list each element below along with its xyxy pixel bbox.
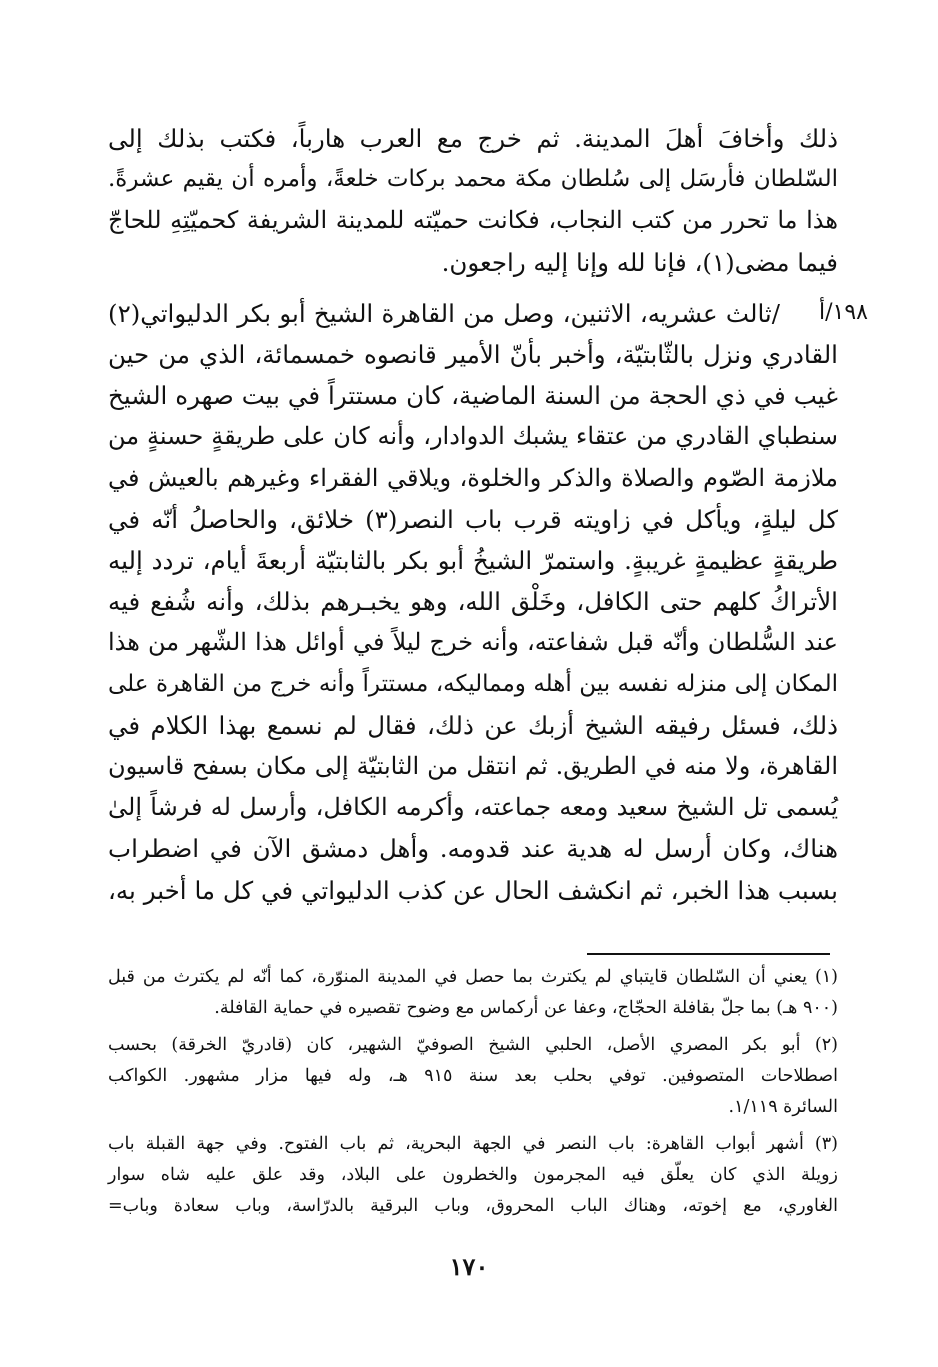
page-number: ١٧٠ (449, 1252, 489, 1281)
paragraph-1 (108, 118, 838, 283)
text-line: هناك، وكان أرسل له هدية عند قدومه. وأهل دمشق الآن في اضطراب (108, 834, 838, 864)
text-line: الأتراكُ كلهم حتى الكافل، وخَلْق الله، وهو يخبـرهم بذلك، وأنه شُفع فيه (108, 587, 838, 617)
text-line: /ثالث عشريه، الاثنين، وصل من القاهرة الشيخ أبو بكر الدليواتي(٢) (108, 298, 780, 328)
text-line: غيب في ذي الحجة من السنة الماضية، كان مستتراً في بيت صهره الشيخ (108, 381, 838, 411)
text-line: القادري ونزل بالثّابتيّة، وأخبر بأنّ الأمير قانصوه خمسمائة، الذي من حين (108, 340, 838, 370)
footnote-separator (587, 953, 830, 955)
footnotes-section (108, 962, 838, 1228)
text-line: عند السُّلطان وأنّه قبل شفاعته، وأنه خرج ليلاً في أوائل هذا الشّهر من هذا (108, 628, 838, 657)
main-text-body (108, 118, 838, 911)
footnote-line: السائرة ١/١١٩. (728, 1097, 838, 1117)
paragraph-2 (108, 293, 838, 911)
footnote-line: زويلة الذي كان يعلّق فيه المجرمون والخطرون على البلاد، وقد علق عليه شاه سوار (108, 1165, 838, 1185)
footnote-line: الغاوري، مع إخوته، وهناك الباب المحروق، وباب البرقية بالدرّاسة، وباب سعادة وباب= (108, 1196, 838, 1216)
footnote-line: (٣) أشهر أبواب القاهرة: باب النصر في الجهة البحرية، ثم باب الفتوح. وفي جهة القبلة باب (108, 1134, 838, 1154)
text-line: هذا ما تحرر من كتب النجاب، فكانت حميّته للمدينة الشريفة كحميّتِهِ للحاجّ (108, 206, 838, 235)
footnote-line: (٩٠٠ هـ) بما جلّ بقافلة الحجّاج، وعفا عن أركماس مع وضوح تقصيره في حماية القافلة. (214, 998, 838, 1018)
text-line: المكان إلى منزله نفسه بين أهله ومماليكه، مستتراً وأنه خرج من القاهرة على (108, 670, 838, 697)
text-line: السّلطان فأرسَل إلى سُلطان مكة محمد بركات خلعةً، وأمره أن يقيم عشرةً. (108, 166, 838, 193)
footnote-3 (108, 1129, 838, 1222)
footnote-line: (١) يعني أن السّلطان قايتباي لم يكترث بما حصل في المدينة المنوّرة، كما أنّه لم يكترث من قبل (108, 967, 838, 987)
footnote-line: (٢) أبو بكر المصري الأصل، الحلبي الشيخ الصوفيّ الشهير، كان (قادريّ الخرقة) بحسب (108, 1035, 838, 1055)
text-line: فيما مضى(١)، فإنا لله وإنا إليه راجعون. (441, 247, 838, 277)
footnote-1 (108, 962, 838, 1024)
footnote-2 (108, 1030, 838, 1123)
text-line: كل ليلةٍ، ويأكل في زاويته قرب باب النصر(٣) خلائق، والحاصلُ أنّه في (108, 504, 838, 534)
text-line: ملازمة الصّوم والصلاة والذكر والخلوة، ويلاقي الفقراء وغيرهم بالعيش في (108, 463, 838, 492)
text-line: ذلك، فسئل رفيقه الشيخ أزبك عن ذلك، فقال لم نسمع بهذا الكلام في (108, 710, 838, 740)
text-line: ذلك وأخافَ أهلَ المدينة. ثم خرج مع العرب هارباً، فكتب بذلك إلى (108, 124, 838, 153)
text-line: طريقةٍ عظيمةٍ غريبةٍ. واستمرّ الشيخُ أبو بكر بالثابتيّة أربعةَ أيام، تردد إليه (108, 546, 838, 576)
text-line: يُسمى تل الشيخ سعيد ومعه جماعته، وأكرمه الكافل، وأرسل له فرشاً إلىٰ (108, 793, 838, 822)
text-line: سنطباي القادري من عتقاء يشبك الدوادار، وأنه كان على طريقةٍ حسنةٍ من (108, 422, 838, 451)
text-line: القاهرة، ولا منه في الطريق. ثم انتقل من الثابتيّة إلى مكان بسفح قاسيون (108, 752, 838, 781)
margin-folio-marker: ١٩٨/أ (819, 300, 868, 325)
text-line: بسبب هذا الخبر، ثم انكشف الحال عن كذب الدليواتي في كل ما أخبر به، (108, 875, 838, 905)
footnote-line: اصطلاحات المتصوفين. توفي بحلب بعد سنة ٩١٥ هـ، وله فيها مزار مشهور. الكواكب (108, 1066, 838, 1086)
